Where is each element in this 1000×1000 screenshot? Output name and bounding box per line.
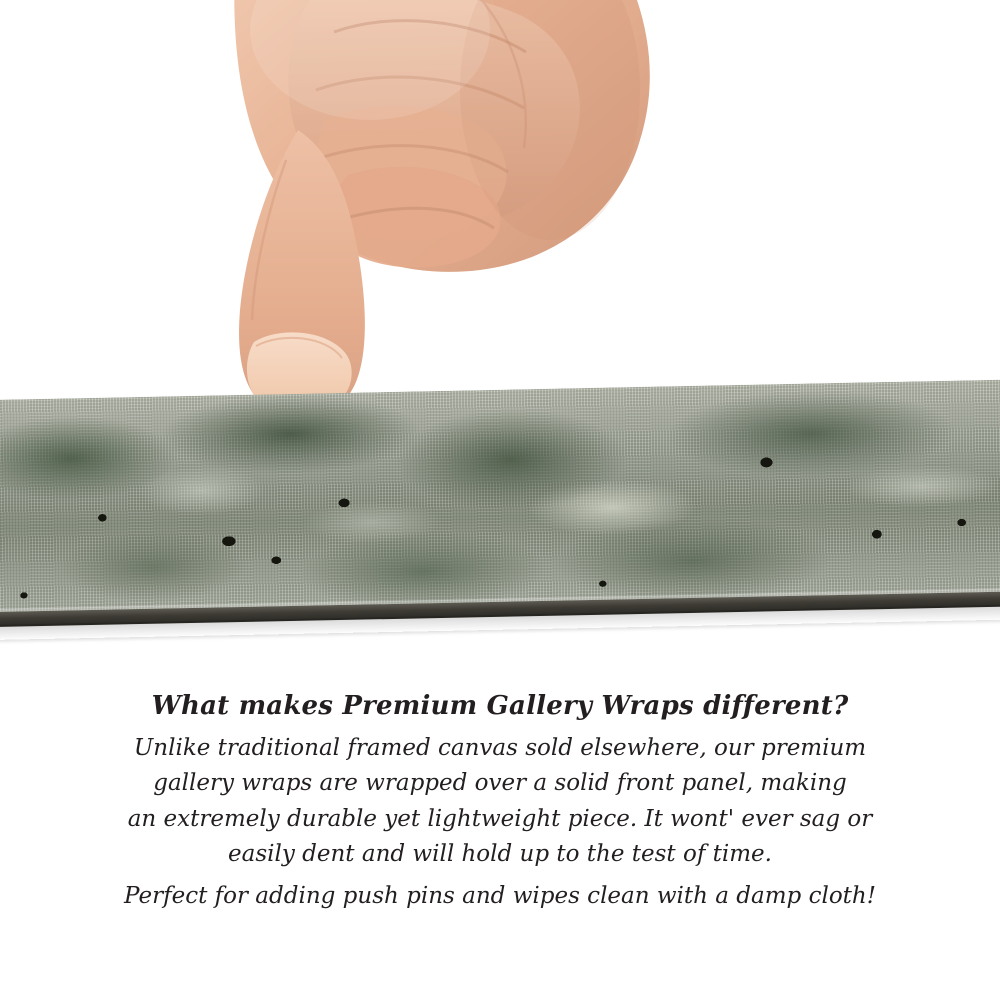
- caption-block: [0, 690, 1000, 915]
- caption-line: an extremely durable yet lightweight piece. It wont' ever sag or: [127, 805, 873, 832]
- caption-line: easily dent and will hold up to the test of time.: [228, 841, 772, 868]
- caption-final-line: Perfect for adding push pins and wipes clean with a damp cloth!: [124, 883, 876, 910]
- caption-line: gallery wraps are wrapped over a solid front panel, making: [153, 770, 847, 797]
- hand-illustration: [120, 0, 700, 440]
- gallery-wrap-panel: [0, 380, 1000, 640]
- caption-body: [0, 731, 1000, 915]
- caption-heading: What makes Premium Gallery Wraps different?: [151, 691, 849, 721]
- canvas-surface: [0, 380, 1000, 612]
- caption-line: Unlike traditional framed canvas sold elsewhere, our premium: [133, 734, 867, 761]
